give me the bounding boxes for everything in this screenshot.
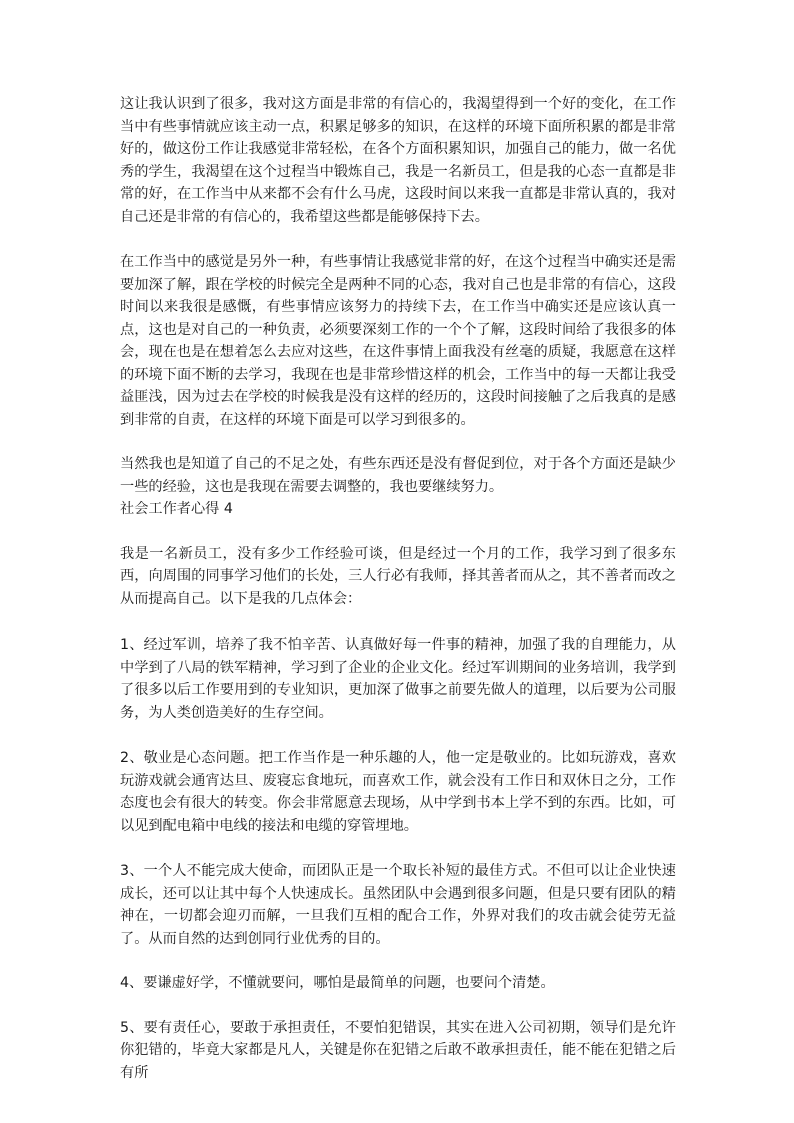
paragraph-7: 3、一个人不能完成大使命，而团队正是一个取长补短的最佳方式。不但可以让企业快速成长，还可以让其中每个人快速成长。虽然团队中会遇到很多问题，但是只要有团队的精神在，一切都会迎刃而解，一旦我们互相的配合工作，外界对我们的攻击就会徒劳无益了。从而自然的达到创同行业优秀的目的。 xyxy=(120,863,676,947)
paragraph-8: 4、要谦虚好学，不懂就要问，哪怕是最简单的问题，也要问个清楚。 xyxy=(120,975,555,991)
section-heading: 社会工作者心得 4 xyxy=(120,501,233,517)
paragraph-2: 在工作当中的感觉是另外一种，有些事情让我感觉非常的好，在这个过程当中确实还是需要加深了解，跟在学校的时候完全是两种不同的心态，我对自己也是非常的有信心，这段时间以来我很是感慨，有些事情应该努力的持续下去，在工作当中确实还是应该认真一点，这也是对自己的一种负责，必须要深刻工作的一个个了解，这段时间给了我很多的体会，现在也是在想着怎么去应对这些，在这件事情上面我没有丝毫的质疑，我愿意在这样的环境下面不断的去学习，我现在也是非常珍惜这样的机会，工作当中的每一天都让我受益匪浅，因为过去在学校的时候我是没有这样的经历的，这段时间接触了之后我真的是感到非常的自责，在这样的环境下面是可以学习到很多的。 xyxy=(120,254,676,428)
paragraph-9: 5、要有责任心，要敢于承担责任，不要怕犯错误，其实在进入公司初期，领导们是允许你犯错的，毕竟大家都是凡人，关键是你在犯错之后敢不敢承担责任，能不能在犯错之后有所 xyxy=(120,1019,676,1081)
paragraph-5: 1、经过军训，培养了我不怕辛苦、认真做好每一件事的精神，加强了我的自理能力，从中学到了八局的铁军精神，学习到了企业的企业文化。经过军训期间的业务培训，我学到了很多以后工作要用到的专业知识，更加深了做事之前要先做人的道理，以后要为公司服务，为人类创造美好的生存空间。 xyxy=(120,637,676,721)
paragraph-4: 我是一名新员工，没有多少工作经验可谈，但是经过一个月的工作，我学习到了很多东西，向周围的同事学习他们的长处，三人行必有我师，择其善者而从之，其不善者而改之从而提高自己。以下是我的几点体会： xyxy=(120,545,676,607)
paragraph-6: 2、敬业是心态问题。把工作当作是一种乐趣的人，他一定是敬业的。比如玩游戏，喜欢玩游戏就会通宵达旦、废寝忘食地玩，而喜欢工作，就会没有工作日和双休日之分，工作态度也会有很大的转变。你会非常愿意去现场，从中学到书本上学不到的东西。比如，可以见到配电箱中电线的接法和电缆的穿管埋地。 xyxy=(120,750,676,834)
paragraph-1: 这让我认识到了很多，我对这方面是非常的有信心的，我渴望得到一个好的变化，在工作当中有些事情就应该主动一点，积累足够多的知识，在这样的环境下面所积累的都是非常好的，做这份工作让我感觉非常轻松，在各个方面积累知识，加强自己的能力，做一名优秀的学生，我渴望在这个过程当中锻炼自己，我是一名新员工，但是我的心态一直都是非常的好，在工作当中从来都不会有什么马虎，这段时间以来我一直都是非常认真的，我对自己还是非常的有信心的，我希望这些都是能够保持下去。 xyxy=(120,96,676,225)
document-body xyxy=(120,93,676,1084)
paragraph-3: 当然我也是知道了自己的不足之处，有些东西还是没有督促到位，对于各个方面还是缺少一些的经验，这也是我现在需要去调整的，我也要继续努力。 xyxy=(120,456,676,495)
